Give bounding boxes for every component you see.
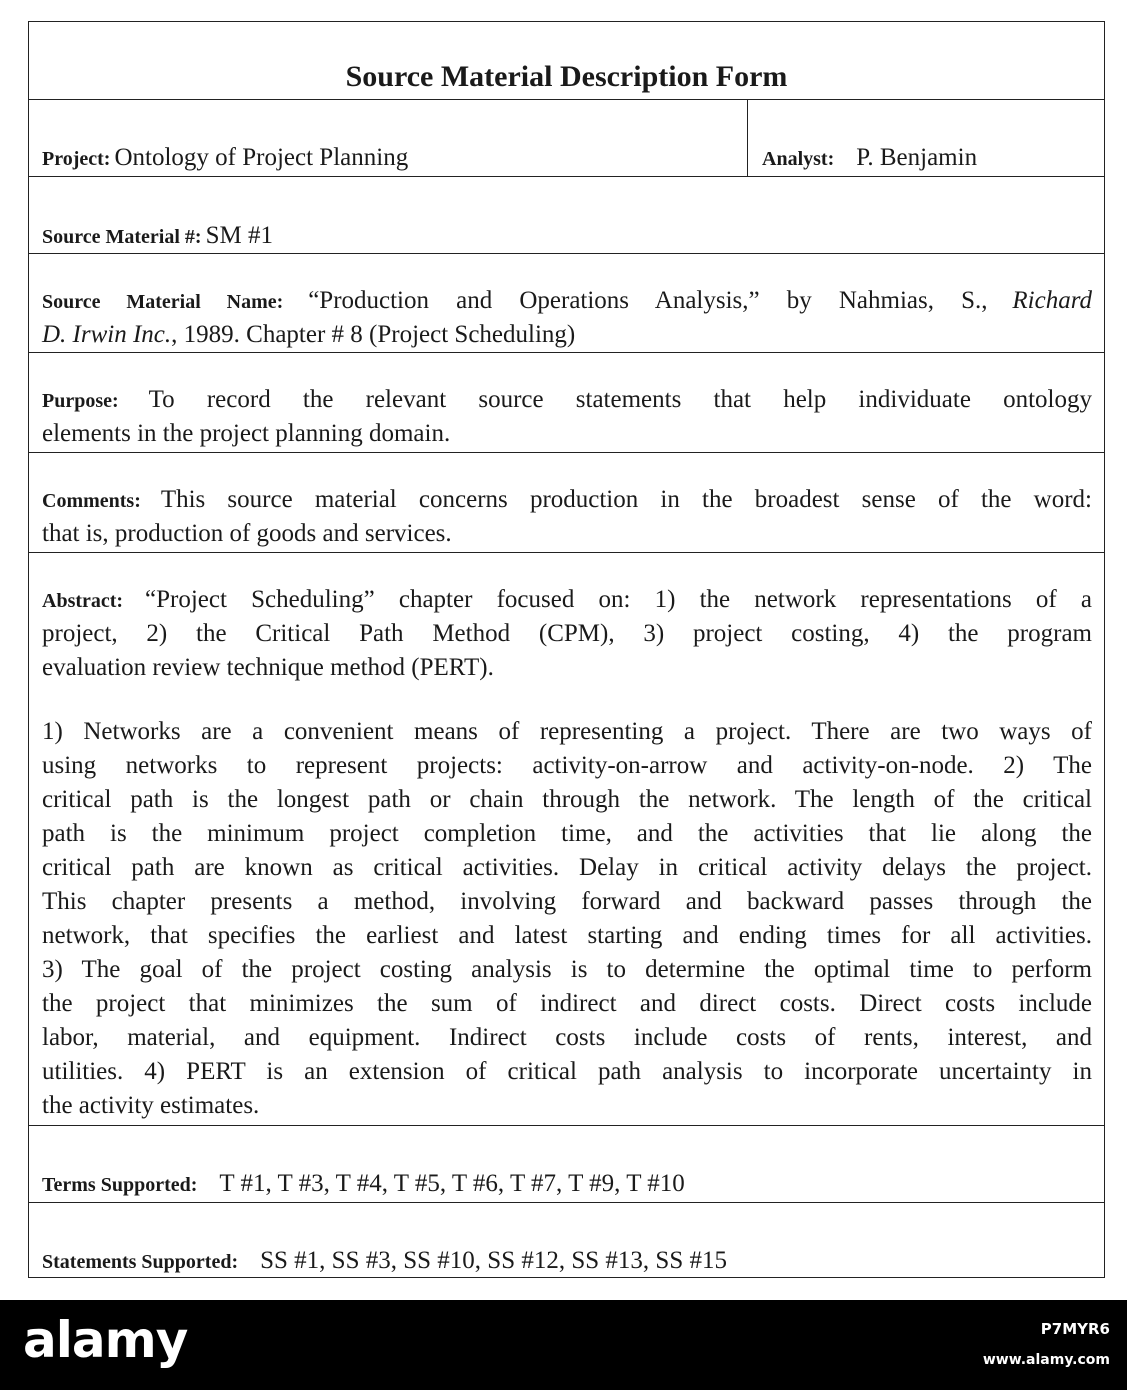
project-row	[29, 100, 1104, 177]
source-name-label: Source Material Name:	[42, 291, 284, 313]
abstract-body-line: critical path are known as critical activities. Delay in critical activity delays the project.	[42, 854, 1092, 881]
comments-line-2: that is, production of goods and services.	[42, 520, 452, 547]
abstract-label: Abstract:	[42, 590, 124, 612]
abstract-body-line: using networks to represent projects: activity-on-arrow and activity-on-node. 2) The	[42, 752, 1092, 779]
abstract-body-line: 3) The goal of the project costing analysis is to determine the optimal time to perform	[42, 956, 1092, 983]
terms-field	[42, 1170, 1092, 1198]
purpose-label: Purpose:	[42, 390, 119, 412]
terms-row	[29, 1126, 1104, 1203]
form-title: Source Material Description Form	[345, 60, 788, 93]
purpose-line-2: elements in the project planning domain.	[42, 420, 451, 447]
image-id: P7MYR6	[1040, 1320, 1110, 1338]
purpose-line-1: Purpose: To record the relevant source statements that help individuate ontology	[42, 386, 1092, 413]
comments-line-1: Comments: This source material concerns production in the broadest sense of the word:	[42, 486, 1092, 513]
abstract-intro-line-2: project, 2) the Critical Path Method (CPM), 3) project costing, 4) the program	[42, 620, 1092, 647]
comments-label: Comments:	[42, 490, 141, 512]
statements-field	[42, 1247, 1092, 1275]
publisher-italic: Richard	[1012, 287, 1093, 314]
source-material-form	[28, 21, 1105, 1278]
terms-value: T #1, T #3, T #4, T #5, T #6, T #7, T #9, T #10	[219, 1170, 685, 1197]
abstract-body-line: utilities. 4) PERT is an extension of critical path analysis to incorporate uncertainty in	[42, 1058, 1092, 1085]
project-label: Project:	[42, 148, 111, 170]
source-name-row	[29, 254, 1104, 353]
analyst-label: Analyst:	[762, 148, 835, 170]
terms-label: Terms Supported:	[42, 1174, 198, 1196]
column-divider	[747, 100, 748, 176]
abstract-row	[29, 553, 1104, 1126]
source-number-row	[29, 177, 1104, 254]
analyst-value: P. Benjamin	[856, 144, 978, 171]
abstract-intro-line-1: Abstract: “Project Scheduling” chapter focused on: 1) the network representations of a	[42, 586, 1092, 613]
statements-label: Statements Supported:	[42, 1251, 239, 1273]
source-number-value: SM #1	[205, 222, 273, 249]
abstract-intro-line-3: evaluation review technique method (PERT).	[42, 654, 494, 681]
site-url: www.alamy.com	[982, 1352, 1110, 1368]
abstract-body-line: critical path is the longest path or chain through the network. The length of the critical	[42, 786, 1092, 813]
abstract-body-line: the activity estimates.	[42, 1092, 260, 1119]
abstract-body-line: network, that specifies the earliest and latest starting and ending times for all activities.	[42, 922, 1092, 949]
title-row	[29, 22, 1104, 100]
abstract-body-line: This chapter presents a method, involving forward and backward passes through the	[42, 888, 1092, 915]
source-name-line-1: Source Material Name: “Production and Operations Analysis,” by Nahmias, S., Richard	[42, 287, 1093, 314]
abstract-body-line: path is the minimum project completion time, and the activities that lie along the	[42, 820, 1092, 847]
comments-row	[29, 453, 1104, 553]
abstract-body-line: the project that minimizes the sum of indirect and direct costs. Direct costs include	[42, 990, 1092, 1017]
statements-row	[29, 1203, 1104, 1277]
purpose-row	[29, 353, 1104, 453]
source-number-label: Source Material #:	[42, 226, 202, 248]
project-value: Ontology of Project Planning	[114, 144, 409, 171]
source-number-field	[42, 222, 1092, 250]
alamy-logo: alamy	[23, 1311, 188, 1369]
statements-value: SS #1, SS #3, SS #10, SS #12, SS #13, SS #15	[260, 1247, 727, 1274]
abstract-body-line: 1) Networks are a convenient means of representing a project. There are two ways of	[42, 718, 1092, 745]
source-name-line-2: D. Irwin Inc., 1989. Chapter # 8 (Project Scheduling)	[42, 321, 576, 348]
analyst-field	[762, 144, 977, 172]
abstract-body-line: labor, material, and equipment. Indirect costs include costs of rents, interest, and	[42, 1024, 1092, 1051]
